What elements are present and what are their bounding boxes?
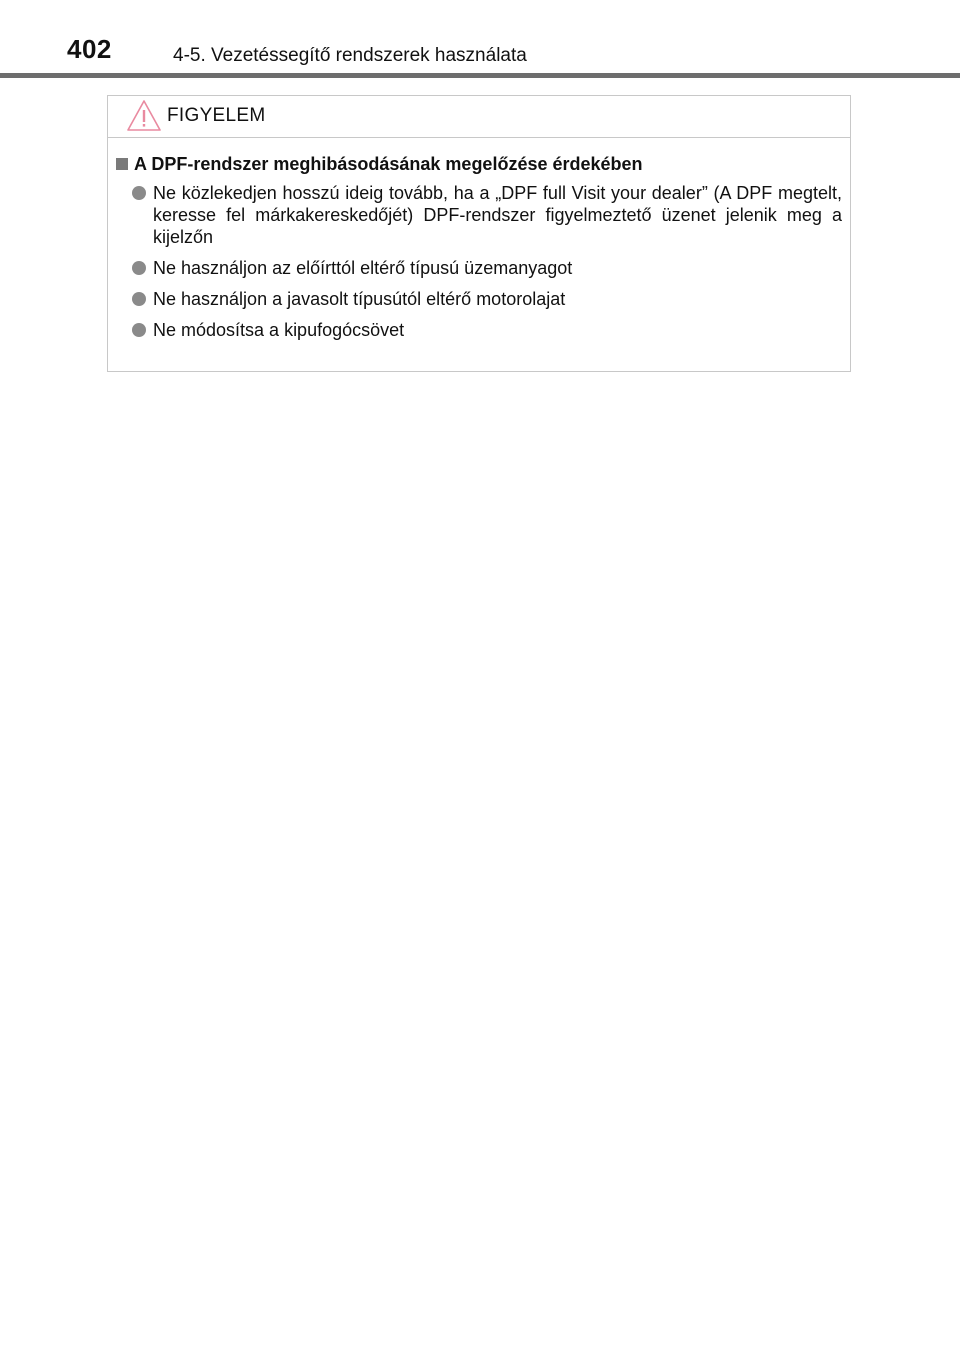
list-item: [128, 182, 842, 248]
bullet-dot-icon: [132, 323, 146, 337]
list-item-text: Ne közlekedjen hosszú ideig tovább, ha a „DPF full Visit your dealer” (A DPF megtelt, keresse fel márkakereskedőjét) DPF-rendszer figyelmeztető üzenet jelenik meg a kijelzőn: [153, 183, 842, 247]
list-item-text: Ne módosítsa a kipufogócsövet: [153, 320, 405, 340]
warning-triangle-icon: [126, 99, 162, 133]
warning-box: [107, 95, 851, 372]
square-bullet-icon: [116, 158, 128, 170]
list-item: [128, 288, 842, 310]
page-number: 402: [67, 34, 112, 64]
list-item: [128, 319, 842, 341]
section-heading-text: A DPF-rendszer meghibásodásának megelőzése érdekében: [134, 154, 643, 174]
list-item-text: Ne használjon az előírttól eltérő típusú üzemanyagot: [153, 258, 573, 278]
list-item-text: Ne használjon a javasolt típusútól eltérő motorolajat: [153, 289, 566, 309]
bullet-dot-icon: [132, 292, 146, 306]
page-header: [0, 0, 960, 80]
header-rule: [0, 73, 960, 78]
bullet-dot-icon: [132, 186, 146, 200]
chapter-title: 4-5. Vezetéssegítő rendszerek használata: [173, 45, 527, 66]
bullet-dot-icon: [132, 261, 146, 275]
list-item: [128, 257, 842, 279]
section-heading: [116, 154, 643, 175]
warning-title: FIGYELEM: [167, 105, 266, 126]
warning-list: [128, 182, 842, 350]
warning-header: [108, 96, 850, 138]
